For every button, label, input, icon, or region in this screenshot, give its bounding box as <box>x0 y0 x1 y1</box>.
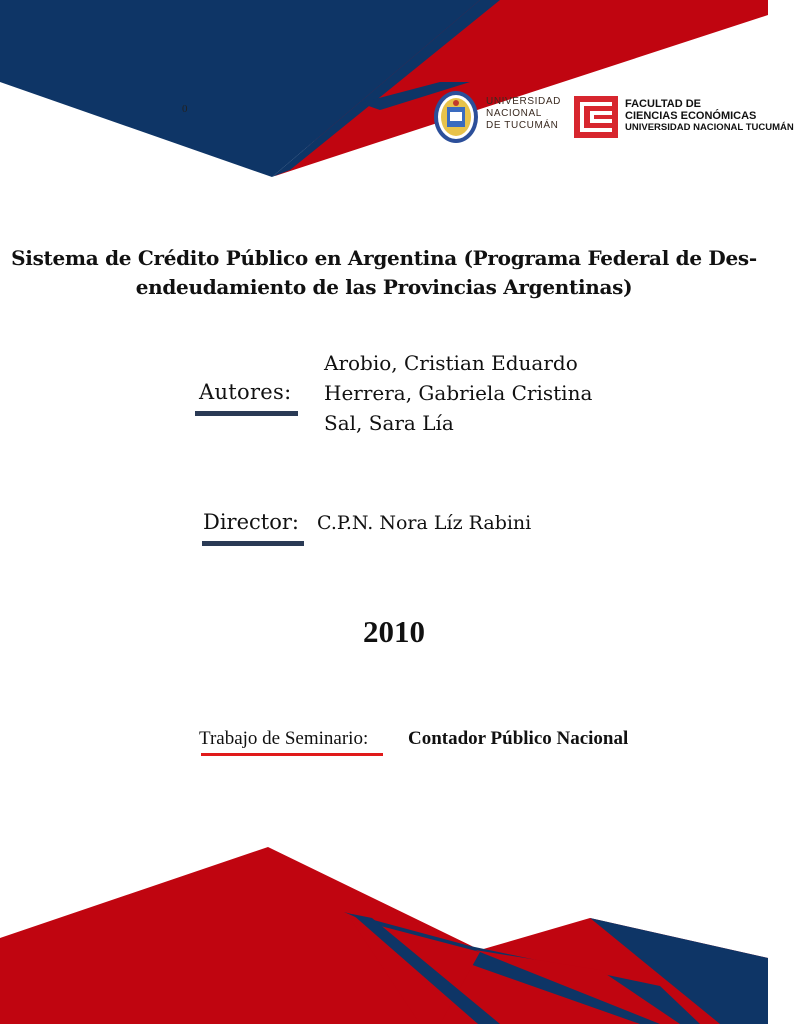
bottom-decoration <box>0 840 768 1024</box>
document-title <box>0 244 768 302</box>
faculty-logo-line: FACULTAD DE <box>625 98 701 110</box>
seminario-underline <box>201 753 383 756</box>
title-line: Sistema de Crédito Público en Argentina (Programa Federal de Des- <box>11 246 757 270</box>
director-name: C.P.N. Nora Líz Rabini <box>317 512 532 534</box>
university-logo <box>433 90 568 144</box>
director-label: Director: <box>203 510 299 534</box>
title-line: endeudamiento de las Provincias Argentinas) <box>135 275 633 299</box>
faculty-logo <box>574 96 794 140</box>
author-name: Sal, Sara Lía <box>324 411 454 435</box>
authors-underline <box>195 411 298 416</box>
faculty-logo-line: UNIVERSIDAD NACIONAL TUCUMÁN <box>625 122 794 133</box>
director-underline <box>202 541 304 546</box>
university-logo-line: DE TUCUMÁN <box>486 120 559 131</box>
author-name: Herrera, Gabriela Cristina <box>324 381 593 405</box>
university-logo-line: UNIVERSIDAD <box>486 96 561 107</box>
faculty-logo-line: CIENCIAS ECONÓMICAS <box>625 110 757 122</box>
authors-label: Autores: <box>199 380 292 404</box>
university-logo-line: NACIONAL <box>486 108 542 119</box>
seminario-value: Contador Público Nacional <box>408 728 629 749</box>
seminario-label: Trabajo de Seminario: <box>199 728 369 749</box>
faculty-mark-icon <box>574 96 618 138</box>
university-seal-icon <box>433 90 479 144</box>
year: 2010 <box>363 614 425 649</box>
author-name: Arobio, Cristian Eduardo <box>324 351 578 375</box>
page-number: 0 <box>182 103 188 115</box>
authors-list <box>324 348 592 438</box>
